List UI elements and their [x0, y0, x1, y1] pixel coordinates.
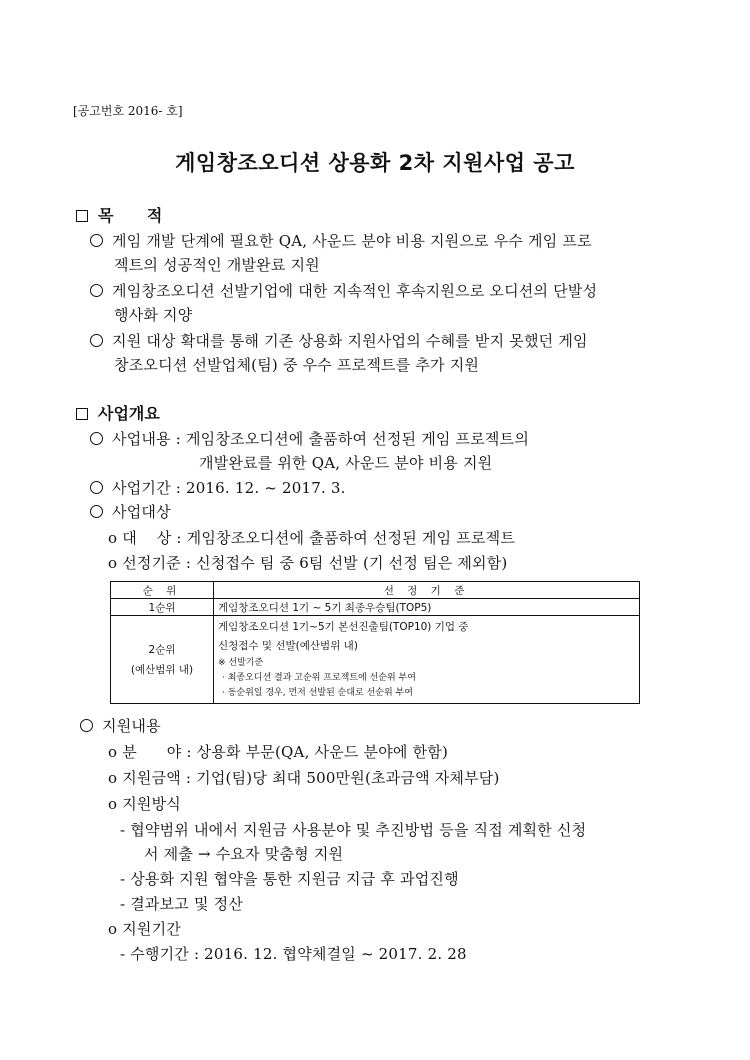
- overview-content: [90, 428, 529, 449]
- criteria-note-item-1: · 최종오디션 결과 고순위 프로젝트에 선순위 부여: [222, 673, 416, 683]
- purpose-item-3: [90, 330, 588, 351]
- circle-bullet-icon: [90, 432, 103, 445]
- page-title: 게임창조오디션 상용화 2차 지원사업 공고: [175, 151, 575, 175]
- checkbox-square-icon: [76, 408, 88, 420]
- purpose-item-2-line-2: 행사화 지양: [114, 306, 193, 324]
- purpose-item-3-line-1: 지원 대상 확대를 통해 기존 상용화 지원사업의 수혜를 받지 못했던 게임: [112, 332, 588, 350]
- overview-period-text: 사업기간 : 2016. 12. ~ 2017. 3.: [112, 479, 346, 497]
- method-item-2: - 상용화 지원 협약을 통한 지원금 지급 후 과업진행: [120, 870, 459, 888]
- table-header-rank: 순 위: [111, 582, 214, 599]
- purpose-item-1-line-1: 게임 개발 단계에 필요한 QA, 사운드 분야 비용 지원으로 우수 게임 프로: [112, 232, 592, 250]
- table-cell-rank-2: [111, 616, 214, 704]
- section-purpose-heading: [76, 203, 162, 226]
- criteria-note-item-2: · 동순위일 경우, 먼저 선발된 순대로 선순위 부여: [222, 688, 413, 698]
- section-purpose-title: 목 적: [98, 206, 163, 225]
- table-cell-rank-1: 1순위: [111, 599, 214, 616]
- circle-bullet-icon: [90, 505, 103, 518]
- overview-content-line-2: 개발완료를 위한 QA, 사운드 분야 비용 지원: [199, 454, 493, 472]
- selection-criteria-table: [110, 581, 640, 704]
- table-header-criteria: 선 정 기 준: [214, 582, 640, 599]
- support-field: o 분 야 : 상용화 부문(QA, 사운드 분야에 한함): [108, 743, 449, 761]
- circle-bullet-icon: [80, 719, 93, 732]
- method-item-1-cont: 서 제출 → 수요자 맞춤형 지원: [144, 845, 344, 863]
- purpose-item-2-line-1: 게임창조오디션 선발기업에 대한 지속적인 후속지원으로 오디션의 단발성: [112, 282, 598, 300]
- target-item-criteria: o 선정기준 : 신청접수 팀 중 6팀 선발 (기 선정 팀은 제외함): [108, 554, 508, 572]
- table-cell-criteria-1: 게임창조오디션 1기 ~ 5기 최종우승팀(TOP5): [214, 599, 640, 616]
- support-period-label: o 지원기간: [108, 920, 181, 938]
- section-overview-title: 사업개요: [98, 404, 160, 423]
- overview-target: [90, 501, 171, 522]
- purpose-item-1-line-2: 젝트의 성공적인 개발완료 지원: [114, 256, 320, 274]
- method-item-1: - 협약범위 내에서 지원금 사용분야 및 추진방법 등을 직접 계획한 신청: [120, 821, 587, 839]
- table-header-row: [111, 582, 640, 599]
- support-method-label: o 지원방식: [108, 795, 181, 813]
- circle-bullet-icon: [90, 234, 103, 247]
- support-heading-label: 지원내용: [102, 717, 161, 735]
- checkbox-square-icon: [76, 210, 88, 222]
- support-heading: [80, 715, 161, 736]
- overview-content-line-1: 사업내용 : 게임창조오디션에 출품하여 선정된 게임 프로젝트의: [112, 430, 530, 448]
- criteria-2-line-1: 게임창조오디션 1기~5기 본선진출팀(TOP10) 기업 중: [218, 621, 469, 633]
- purpose-item-1: [90, 230, 592, 251]
- document-number: [공고번호 2016- 호]: [73, 104, 183, 118]
- overview-target-label: 사업대상: [112, 503, 171, 521]
- purpose-item-3-line-2: 창조오디션 선발업체(팀) 중 우수 프로젝트를 추가 지원: [114, 356, 480, 374]
- table-cell-criteria-2: [214, 616, 640, 704]
- rank-2-label: 2순위: [148, 643, 176, 656]
- table-row: [111, 599, 640, 616]
- table-row: [111, 616, 640, 704]
- circle-bullet-icon: [90, 334, 103, 347]
- support-amount: o 지원금액 : 기업(팀)당 최대 500만원(초과금액 자체부담): [108, 769, 500, 787]
- support-period-item: - 수행기간 : 2016. 12. 협약체결일 ~ 2017. 2. 28: [120, 945, 467, 963]
- overview-period: [90, 477, 346, 498]
- purpose-item-2: [90, 280, 597, 301]
- criteria-note-title: ※ 선발기준: [218, 658, 264, 668]
- circle-bullet-icon: [90, 284, 103, 297]
- target-item-scope: o 대 상 : 게임창조오디션에 출품하여 선정된 게임 프로젝트: [108, 529, 516, 547]
- circle-bullet-icon: [90, 481, 103, 494]
- method-item-3: - 결과보고 및 정산: [120, 895, 244, 913]
- rank-2-sublabel: (예산범위 내): [130, 663, 194, 676]
- section-overview-heading: [76, 401, 160, 424]
- criteria-2-line-2: 신청접수 및 선발(예산범위 내): [218, 640, 358, 652]
